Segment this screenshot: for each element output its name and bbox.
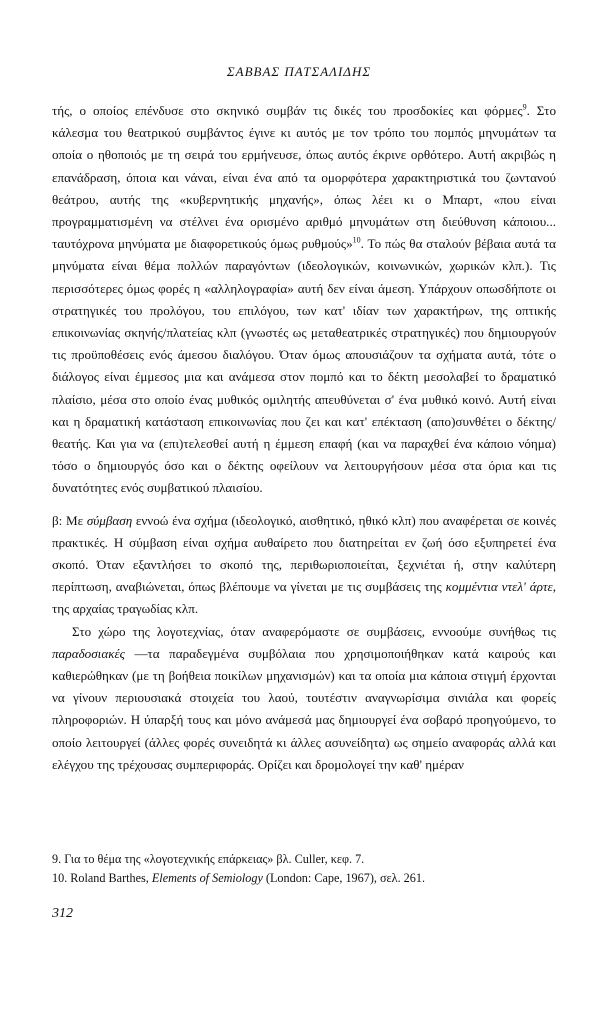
body-text: [52, 100, 556, 776]
paragraph-3-term: παραδοσιακές: [52, 645, 125, 661]
footnote-9: 9. Για το θέμα της «λογοτεχνικής επάρκειας» βλ. Culler, κεφ. 7.: [52, 852, 365, 866]
paragraph-1-text-b: . Στο κάλεσμα του θεατρικού συμβάντος έγινε κι αυτός με τον τρόπο του πομπός μηνυμάτων τα οποία ο ηθοποιός με τη σειρά του ερμήνευσε, όπως αυτός έκρινε ορθότερο. Αυτή ακριβώς η επανάδραση, όποια και νάναι, είναι ένα από τα ομορφότερα χαρακτηριστικά του ζωντανού θεάτρου, αυτής της «κυβερνητικής μηχανής», όπως λέει κι ο Μπαρτ, «που είναι προγραμματισμένη να στέλνει ένα ορισμένο αριθμό μηνυμάτων στη διεύθυνση κάποιου... ταυτόχρονα μηνύματα με διαφορετικούς όμως ρυθμούς»: [52, 103, 556, 252]
footnote-ref-9[interactable]: 9: [522, 102, 527, 112]
paragraph-2-term: σύμβαση: [86, 512, 133, 528]
paragraph-2-text-b: εννοώ ένα σχήμα (ιδεολογικό, αισθητικό, ηθικό κλπ) που αναφέρεται σε κοινές πρακτικές. Η σύμβαση είναι σχήμα αυθαίρετο που διατηρείται εν ζωή όσο εξυπηρετεί ένα σκοπό. Όταν εξαντλήσει το σκοπό της, περιθωριοποιείται, ξεχνιέται ή, στην καλύτερη περίπτωση, αναβιώνεται, όπως βλέπουμε να γίνεται με τις συμβάσεις της: [52, 512, 556, 595]
running-head: ΣΑΒΒΑΣ ΠΑΤΣΑΛΙΔΗΣ: [226, 64, 372, 79]
footnote-ref-10[interactable]: 10: [352, 235, 361, 245]
paragraph-2: [52, 510, 556, 621]
paragraph-3-text: Στο χώρο της λογοτεχνίας, όταν αναφερόμαστε σε συμβάσεις, εννοούμε συνήθως τις: [72, 623, 556, 639]
paragraph-2-term-2: κομμέντια ντελ' άρτε: [445, 579, 553, 595]
paragraph-1-text-c: . Το πώς θα σταλούν βέβαια αυτά τα μηνύματα είναι θέμα πολλών παραγόντων (ιδεολογικών, κοινωνικών, χωρικών κλπ.). Τις περισσότερες όμως φορές η «αλληλογραφία» αυτή δεν είναι άμεση. Υπάρχουν οπωσδήποτε οι στρατηγικές του προλόγου, του επιλόγου, των κατ' ιδίαν των χαρακτήρων, της οπτικής επικοινωνίας σκηνής/πλατείας κλπ (γνωστές ως μεταθεατρικές στρατηγικές) που δημιουργούν τις προϋποθέσεις ενός άμεσου διαλόγου. Όταν όμως απουσιάζουν τα σχήματα αυτά, τότε ο διάλογος είναι έμμεσος μια και ανάμεσα στον πομπό και το δέκτη μεσολαβεί το δραματικό πλαίσιο, μέσα στο οποίο ένας μυθικός ομιλητής απευθύνεται σ' ένα μυθικό κοινό. Αυτή είναι και η δραματική κατάσταση επικοινωνίας που ζει και κατ' επέκταση (απο)συνθέτει ο δέκτης/θεατής. Και για να (επι)τελεσθεί αυτή η έμμεση επαφή (και να παραχθεί ένα κάποιο νόημα) τόσο ο δημιουργός όσο και ο δέκτης οφείλουν να λειτουργήσουν μέσα στα όρια και τις δυνατότητες ενός συμβατικού πλαισίου.: [52, 236, 556, 496]
footnotes: [52, 850, 556, 888]
paragraph-1: [52, 100, 556, 500]
paragraph-3: [52, 621, 556, 776]
footnote-10-text: 10. Roland Barthes,: [52, 871, 152, 885]
footnote-10: [52, 869, 556, 888]
page-number: 312: [52, 906, 73, 921]
paragraph-2-text: β: Με: [52, 512, 87, 528]
paragraph-1-text: τής, ο οποίος επένδυσε στο σκηνικό συμβάν τις δικές του προσδοκίες και φόρμες: [52, 103, 523, 118]
footnote-10-title: Elements of Semiology: [151, 871, 263, 885]
footnote-10-text-b: (London: Cape, 1967), σελ. 261.: [262, 871, 426, 885]
paragraph-2-text-c: , της αρχαίας τραγωδίας κλπ.: [52, 579, 557, 617]
paragraph-3-text-b: —τα παραδεγμένα συμβόλαια που χρησιμοποιήθηκαν κατά καιρούς και καθιερώθηκαν (με τη βοήθεια ποικίλων μηχανισμών) και τα οποία μια κάποια στιγμή έρχονται να γίνουν περιουσιακά στοιχεία του λαού, τουτέστιν αναγνωρίσιμα σινιάλα και φορείς πληροφοριών. Η ύπαρξή τους και μόνο ανάμεσά μας δημιουργεί ένα σοβαρό προηγούμενο, το οποίο λειτουργεί (άλλες φορές συνειδητά κι άλλες ασυνείδητα) ως σημείο αναφοράς αλλά και ελέγχου της τρέχουσας συμπεριφοράς. Ορίζει και δρομολογεί την καθ' ημέραν: [52, 645, 556, 772]
